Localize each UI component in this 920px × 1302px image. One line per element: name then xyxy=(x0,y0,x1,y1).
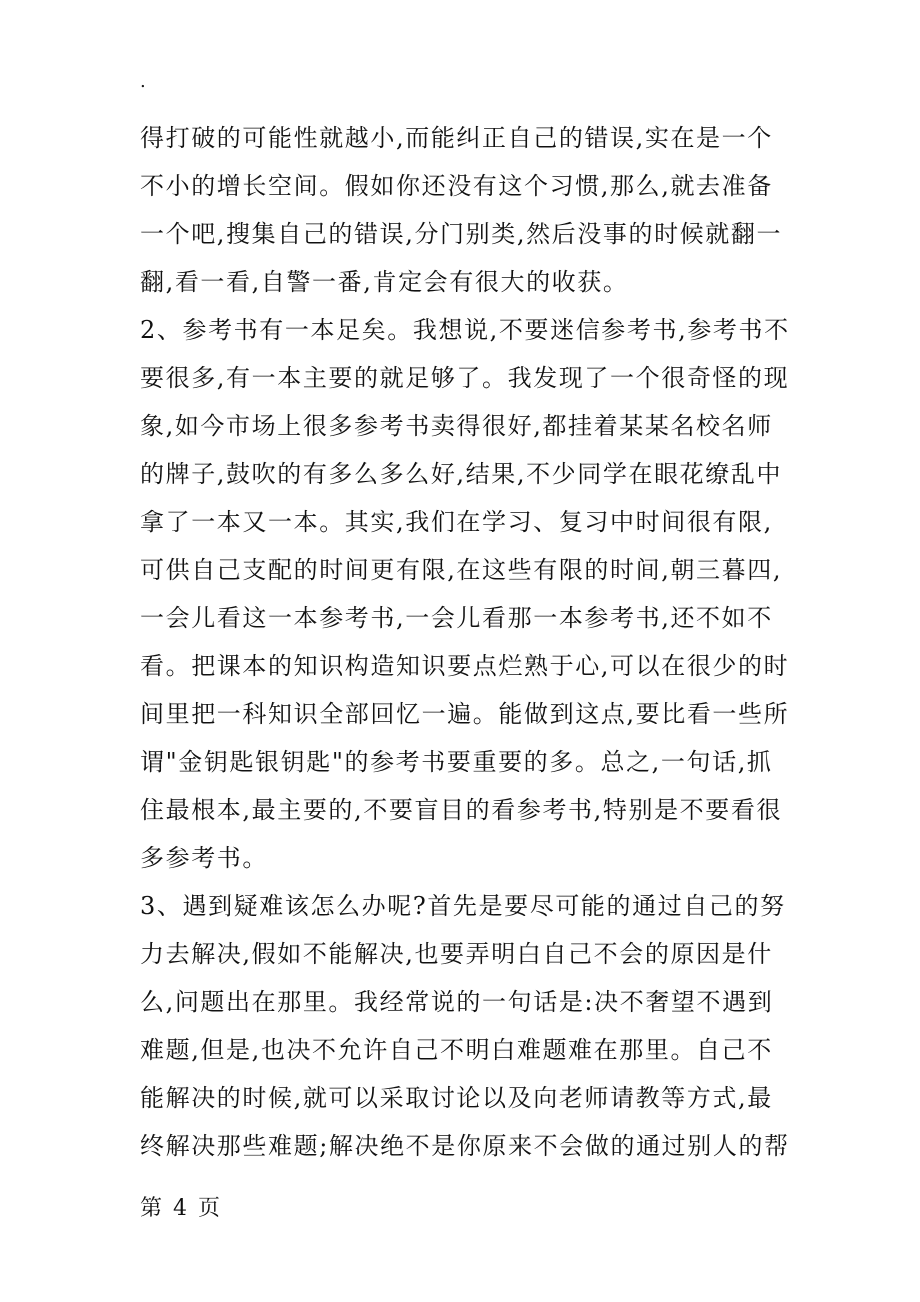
text-line: 终解决那些难题;解决绝不是你原来不会做的通过别人的帮 xyxy=(140,1132,790,1160)
text-line: 力去解决,假如不能解决,也要弄明白自己不会的原因是什 xyxy=(140,940,773,968)
text-line: 谓"金钥匙银钥匙"的参考书要重要的多。总之,一句话,抓 xyxy=(140,748,773,776)
text-line: 多参考书。 xyxy=(140,844,268,872)
text-line: 拿了一本又一本。其实,我们在学习、复习中时间很有限, xyxy=(140,508,773,536)
text-line: 翻,看一看,自警一番,肯定会有很大的收获。 xyxy=(140,268,629,296)
page-number: 第 4 页 xyxy=(140,1196,222,1221)
text-line: 2、参考书有一本足矣。我想说,不要迷信参考书,参考书不 xyxy=(140,316,790,344)
text-line: 要很多,有一本主要的就足够了。我发现了一个很奇怪的现 xyxy=(140,364,790,392)
text-line: 一会儿看这一本参考书,一会儿看那一本参考书,还不如不 xyxy=(140,604,773,632)
text-line: 3、遇到疑难该怎么办呢?首先是要尽可能的通过自己的努 xyxy=(140,892,786,920)
text-line: 的牌子,鼓吹的有多么多么好,结果,不少同学在眼花缭乱中 xyxy=(140,460,783,488)
text-line: 可供自己支配的时间更有限,在这些有限的时间,朝三暮四, xyxy=(140,556,783,584)
text-line: 么,问题出在那里。我经常说的一句话是:决不奢望不遇到 xyxy=(140,988,774,1016)
text-line: 能解决的时候,就可以采取讨论以及向老师请教等方式,最 xyxy=(140,1084,773,1112)
body-text xyxy=(140,114,790,1170)
text-line: 间里把一科知识全部回忆一遍。能做到这点,要比看一些所 xyxy=(140,700,790,728)
text-line: 一个吧,搜集自己的错误,分门别类,然后没事的时候就翻一 xyxy=(140,220,783,248)
text-line: 象,如今市场上很多参考书卖得很好,都挂着某某名校名师 xyxy=(140,412,773,440)
top-mark: . xyxy=(140,71,146,92)
text-line: 难题,但是,也决不允许自己不明白难题难在那里。自己不 xyxy=(140,1036,773,1064)
text-line: 看。把课本的知识构造知识要点烂熟于心,可以在很少的时 xyxy=(140,652,790,680)
text-line: 住最根本,最主要的,不要盲目的看参考书,特别是不要看很 xyxy=(140,796,783,824)
text-line: 不小的增长空间。假如你还没有这个习惯,那么,就去准备 xyxy=(140,172,773,200)
text-line: 得打破的可能性就越小,而能纠正自己的错误,实在是一个 xyxy=(140,124,773,152)
